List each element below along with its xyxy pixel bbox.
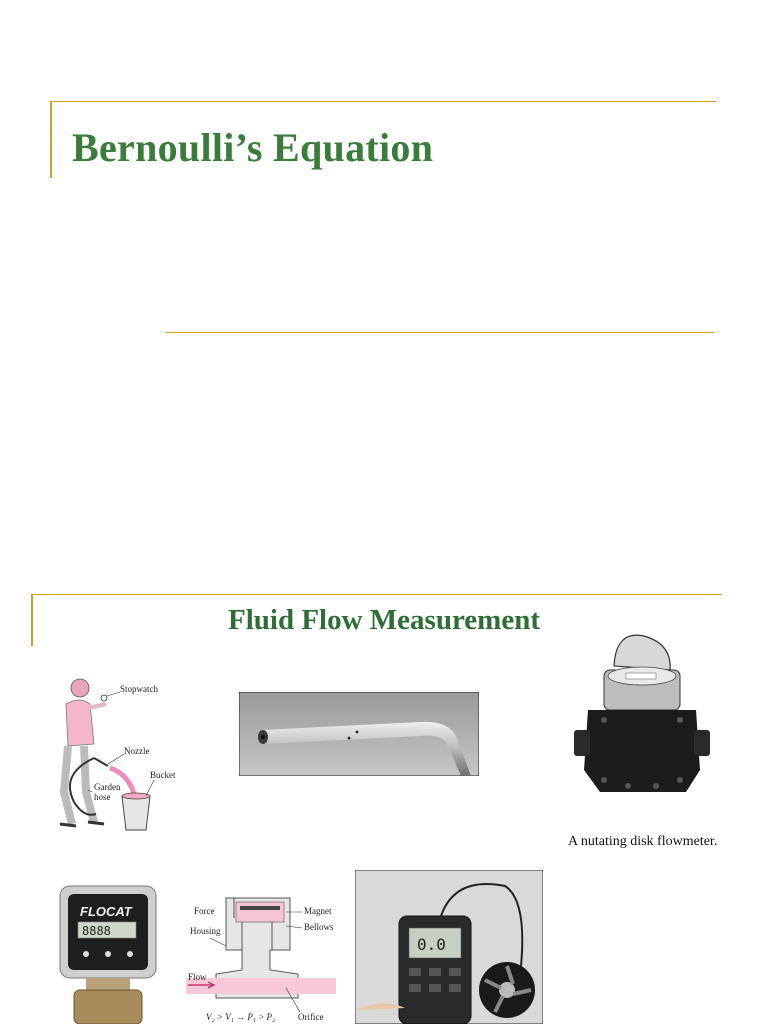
label-housing: Housing [190, 926, 221, 936]
bucket-stopwatch-figure [50, 674, 200, 834]
flocat-meter-photo [56, 884, 160, 1024]
label-orifice: Orifice [298, 1012, 324, 1022]
nutating-disk-caption: A nutating disk flowmeter. [568, 834, 718, 849]
vane-anemometer-photo [355, 870, 543, 1024]
label-force: Force [194, 906, 215, 916]
label-garden: Garden [94, 782, 121, 792]
slide-title: Bernoulli’s Equation [72, 125, 434, 170]
label-bellows: Bellows [304, 922, 334, 932]
label-flow: Flow [188, 972, 207, 982]
title-left-rule [50, 101, 52, 178]
slide-fluid-flow-measurement [0, 570, 768, 1024]
label-nozzle: Nozzle [124, 746, 150, 756]
title-top-rule [32, 594, 722, 595]
bellows-flowmeter-diagram [186, 894, 336, 1024]
subtitle-rule [166, 332, 714, 333]
bellows-equation: V₂ > V₁ → P₁ > P₂ [206, 1012, 276, 1022]
label-bucket: Bucket [150, 770, 176, 780]
anemometer-display: 0.0 [417, 935, 446, 954]
title-top-rule [52, 101, 716, 102]
label-magnet: Magnet [304, 906, 332, 916]
label-stopwatch: Stopwatch [120, 684, 158, 694]
flocat-display: 8888 [82, 924, 111, 938]
slide-title: Fluid Flow Measurement [228, 604, 540, 636]
label-hose: hose [94, 792, 111, 802]
pitot-probe-photo [239, 692, 479, 776]
flocat-brand: FLOCAT [80, 904, 132, 919]
nutating-disk-flowmeter-photo [574, 630, 710, 806]
